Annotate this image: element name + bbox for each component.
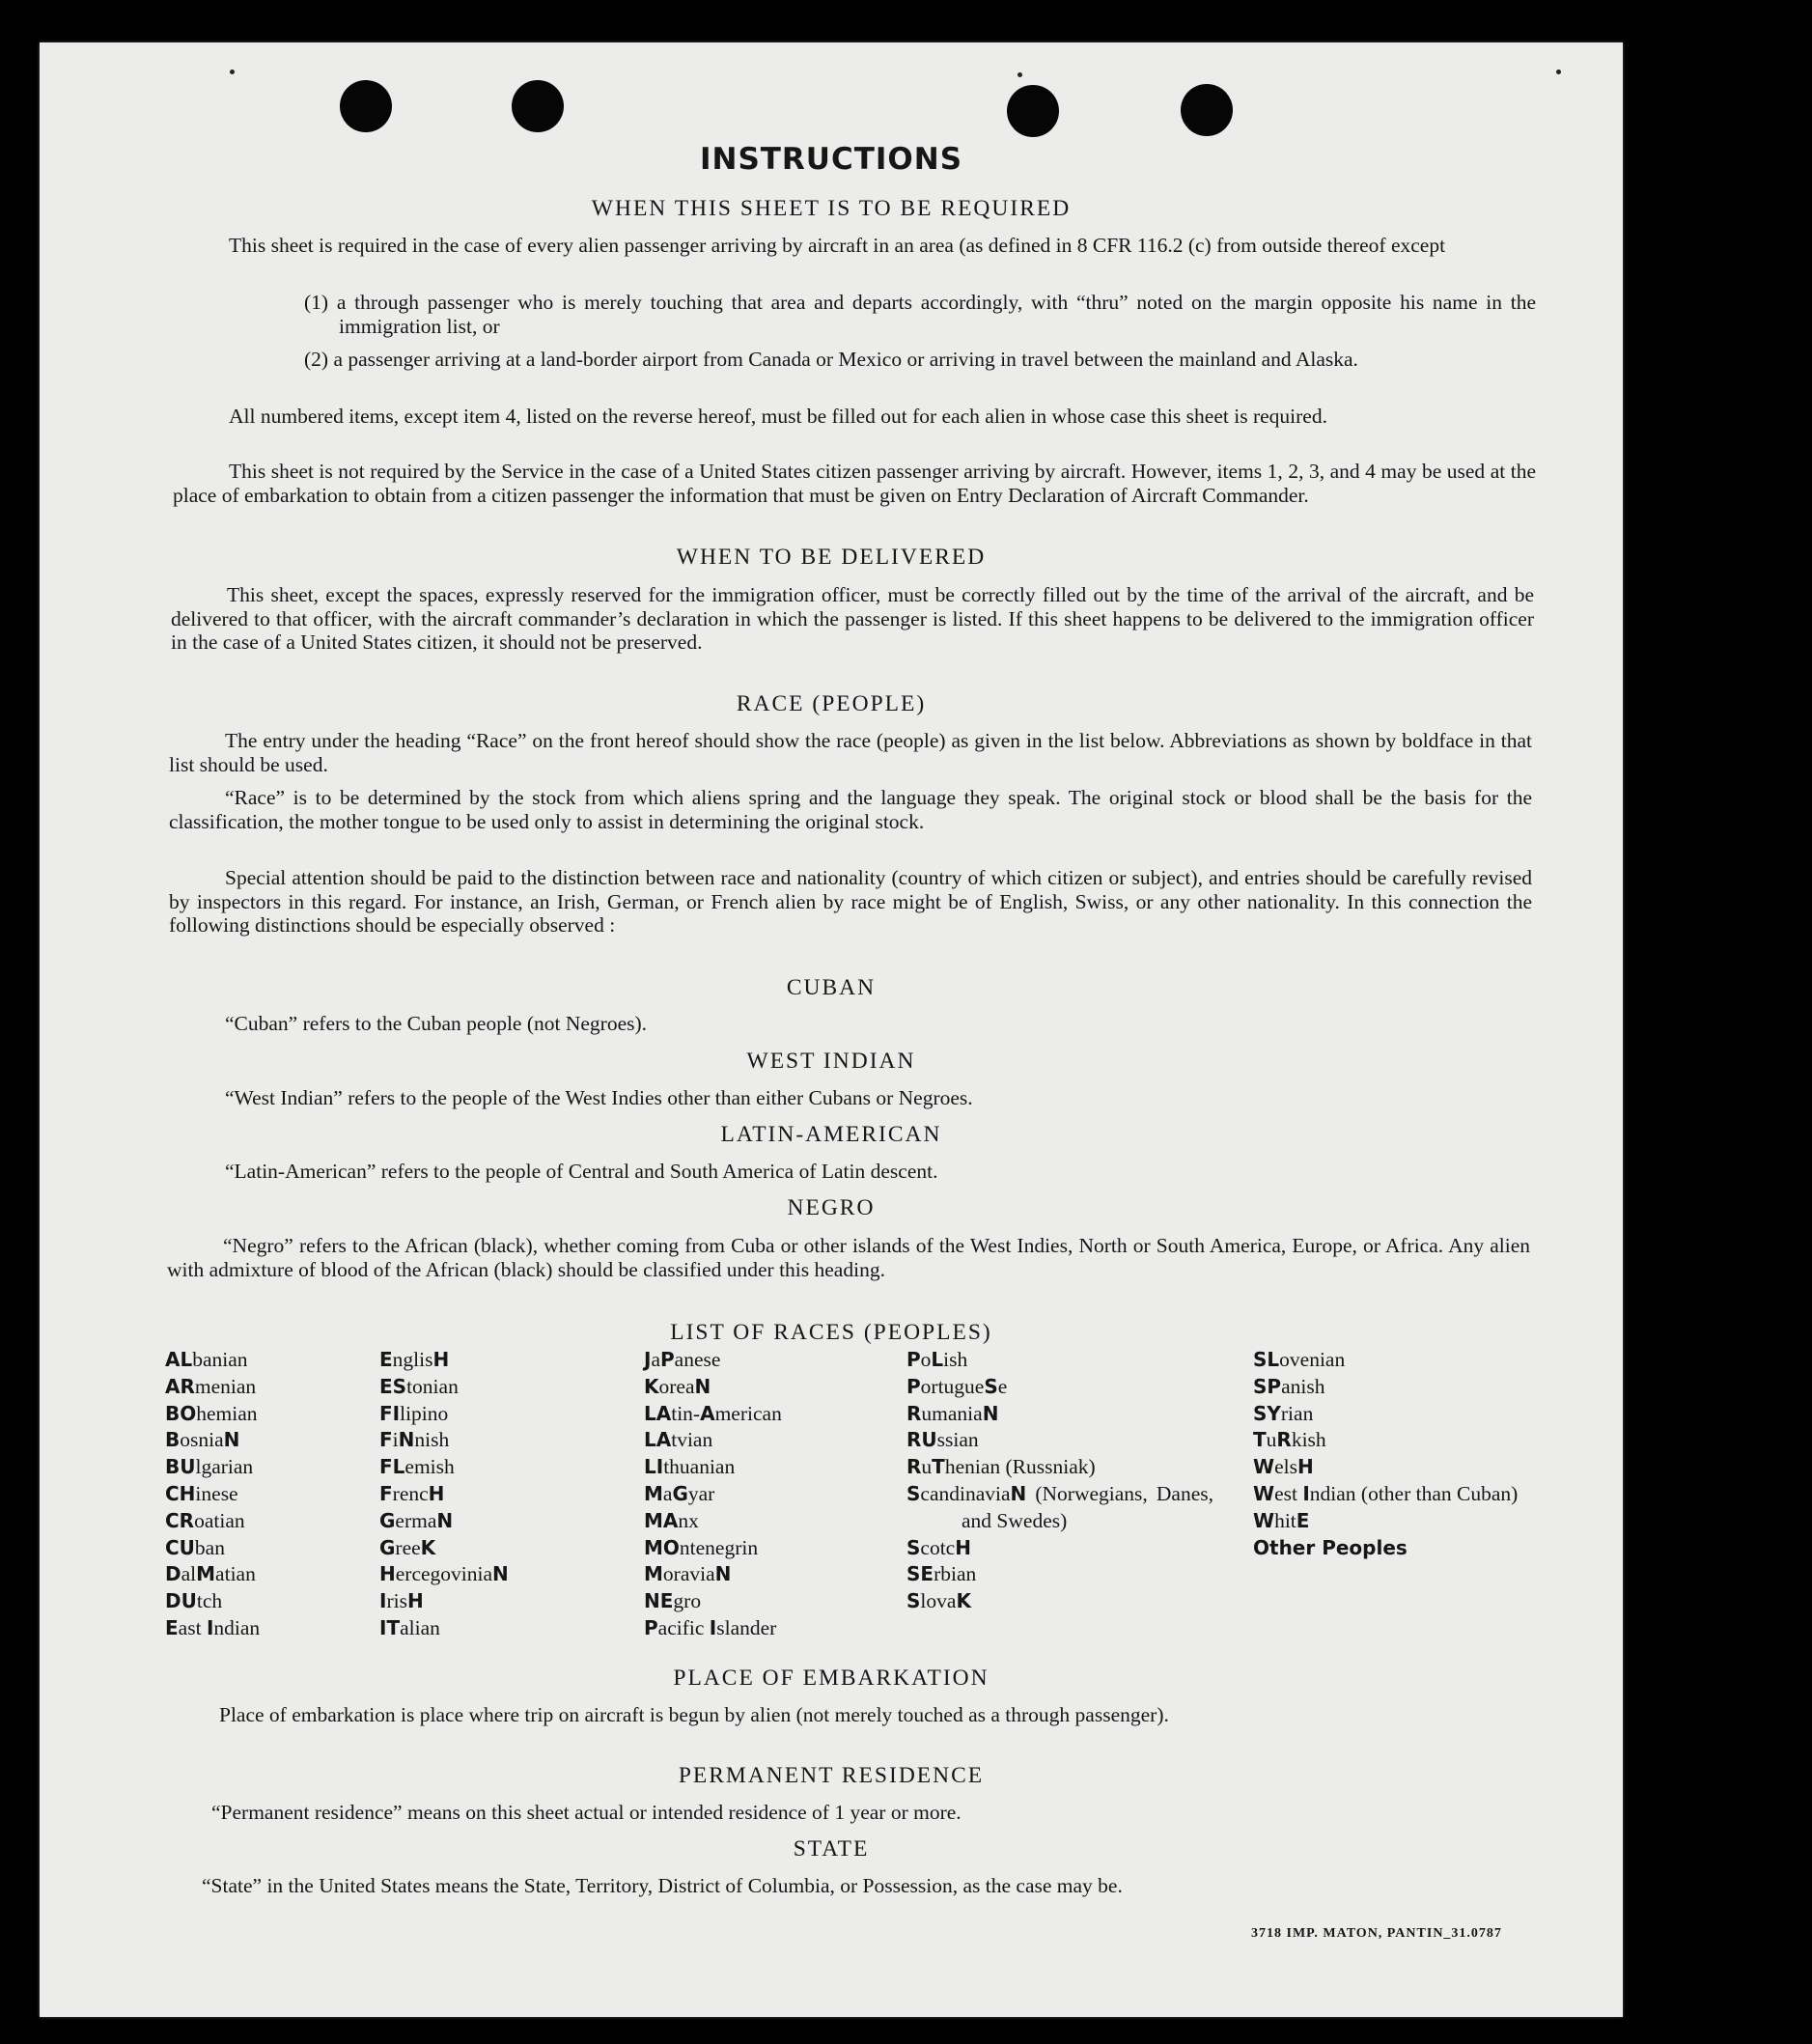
race-item: TuRkish — [1253, 1428, 1326, 1452]
race-item: ITalian — [379, 1615, 440, 1639]
race-item: BosniaN — [165, 1428, 240, 1452]
race-item: GermaN — [379, 1508, 454, 1532]
speck — [1018, 72, 1022, 77]
race-item: PoLish — [906, 1348, 968, 1371]
paragraph-intro: This sheet is required in the case of every alien passenger arriving by aircraft in an area (as defined in 8 CFR 116.2 (c) from outside thereof except — [229, 234, 1446, 257]
race-item: EStonian — [379, 1374, 459, 1398]
race-item: RumaniaN — [906, 1401, 999, 1425]
heading-race: RACE (PEOPLE) — [736, 691, 927, 716]
heading-state: STATE — [793, 1836, 870, 1862]
heading-west-indian: WEST INDIAN — [746, 1049, 916, 1074]
race-item: ALbanian — [165, 1348, 248, 1371]
paragraph-embarkation: Place of embarkation is place where trip on aircraft is begun by alien (not merely touched as a through passenger). — [219, 1703, 1169, 1726]
race-item: Other Peoples — [1253, 1535, 1408, 1559]
paragraph-citizen: This sheet is not required by the Service in the case of a United States citizen passenger arriving by aircraft. However, items 1, 2, 3, and 4 may be used at the place of embarkation to obtain from a citizen passenger the information that must be given on Entry Declaration of Aircraft Commander. — [173, 460, 1536, 507]
race-item: LIthuanian — [644, 1455, 736, 1479]
race-item: WhitE — [1253, 1508, 1310, 1532]
race-item: Pacific Islander — [644, 1615, 777, 1639]
race-item: HercegoviniaN — [379, 1562, 509, 1586]
race-item: FLemish — [379, 1455, 455, 1479]
race-item: FrencH — [379, 1481, 445, 1505]
race-item: SPanish — [1253, 1374, 1325, 1398]
punch-hole — [340, 80, 392, 132]
race-item: LAtin-American — [644, 1401, 782, 1425]
heading-latin-american: LATIN-AMERICAN — [720, 1122, 942, 1147]
races-column-5 — [1253, 1347, 1533, 1561]
punch-hole — [1007, 85, 1059, 137]
list-item-1: (1) a through passenger who is merely touching that area and departs accordingly, with “thru” noted on the margin opposite his name in the immigration list, or — [304, 291, 1536, 338]
list-item-2: (2) a passenger arriving at a land-border airport from Canada or Mexico or arriving in travel between the mainland and Alaska. — [304, 348, 1358, 371]
race-item: BUlgarian — [165, 1455, 254, 1479]
paragraph-race-1: The entry under the heading “Race” on the front hereof should show the race (people) as given in the list below. Abbreviations as shown by boldface in that list should be used. — [169, 729, 1532, 776]
race-item: FIlipino — [379, 1401, 449, 1425]
paragraph-latin-american: “Latin-American” refers to the people of Central and South America of Latin descent. — [225, 1160, 938, 1183]
print-code: 3718 IMP. MATON, PANTIN_31.0787 — [1251, 1926, 1502, 1941]
speck — [230, 70, 235, 74]
race-item: CHinese — [165, 1481, 238, 1505]
race-item: EnglisH — [379, 1348, 450, 1371]
race-item: SYrian — [1253, 1401, 1314, 1425]
paragraph-state: “State” in the United States means the State, Territory, District of Columbia, or Possession, as the case may be. — [202, 1874, 1123, 1897]
race-item: IrisH — [379, 1589, 424, 1613]
paragraph-west-indian: “West Indian” refers to the people of the West Indies other than either Cubans or Negroes. — [225, 1086, 973, 1109]
race-item: ScandinaviaN (Norwegians, Danes, and Swedes) — [906, 1481, 1213, 1532]
document-page — [40, 42, 1623, 2017]
heading-embarkation: PLACE OF EMBARKATION — [673, 1666, 990, 1691]
race-item: RUssian — [906, 1428, 979, 1452]
race-item: DalMatian — [165, 1562, 256, 1586]
race-item: MAnx — [644, 1508, 699, 1532]
race-item: CRoatian — [165, 1508, 245, 1532]
heading-when-required: WHEN THIS SHEET IS TO BE REQUIRED — [591, 196, 1072, 221]
race-item: FiNnish — [379, 1428, 450, 1452]
races-column-3 — [644, 1347, 895, 1642]
race-item: PortugueSe — [906, 1374, 1008, 1398]
heading-negro: NEGRO — [787, 1195, 876, 1220]
race-item: CUban — [165, 1535, 225, 1559]
punch-hole — [1181, 84, 1233, 136]
race-item: MaGyar — [644, 1481, 715, 1505]
race-item: NEgro — [644, 1589, 702, 1613]
heading-when-delivered: WHEN TO BE DELIVERED — [676, 545, 987, 570]
heading-races-list: LIST OF RACES (PEOPLES) — [670, 1320, 992, 1345]
race-item: MOntenegrin — [644, 1535, 759, 1559]
races-column-2 — [379, 1347, 621, 1642]
heading-residence: PERMANENT RESIDENCE — [678, 1763, 985, 1788]
races-column-1 — [165, 1347, 368, 1642]
race-item: BOhemian — [165, 1401, 258, 1425]
race-item: ARmenian — [165, 1374, 257, 1398]
race-item: SErbian — [906, 1562, 977, 1586]
speck — [1556, 70, 1561, 74]
races-column-4 — [906, 1347, 1213, 1615]
paragraph-race-2: “Race” is to be determined by the stock from which aliens spring and the language they speak. The original stock or blood shall be the basis for the classification, the mother tongue to be used only to assist in determining the original stock. — [169, 786, 1532, 833]
page-title: INSTRUCTIONS — [699, 142, 963, 177]
race-item: JaPanese — [644, 1348, 721, 1371]
race-item: ScotcH — [906, 1535, 971, 1559]
paragraph-residence: “Permanent residence” means on this sheet actual or intended residence of 1 year or more. — [211, 1801, 962, 1824]
race-item: SLovenian — [1253, 1348, 1346, 1371]
race-item: DUtch — [165, 1589, 223, 1613]
race-item: LAtvian — [644, 1428, 713, 1452]
race-item: WelsH — [1253, 1455, 1314, 1479]
punch-hole — [512, 80, 564, 132]
race-item: West Indian (other than Cuban) — [1253, 1481, 1519, 1505]
race-item: MoraviaN — [644, 1562, 732, 1586]
race-item: East Indian — [165, 1615, 261, 1639]
paragraph-negro: “Negro” refers to the African (black), whether coming from Cuba or other islands of the West Indies, North or South America, Europe, or Africa. Any alien with admixture of blood of the African (black) should be classified under this heading. — [167, 1234, 1530, 1281]
paragraph-delivered: This sheet, except the spaces, expressly reserved for the immigration officer, must be correctly filled out by the time of the arrival of the aircraft, and be delivered to that officer, with the aircraft commander’s declaration in which the passenger is listed. If this sheet happens to be delivered to the immigration officer in the case of a United States citizen, it should not be preserved. — [171, 583, 1534, 654]
heading-cuban: CUBAN — [786, 975, 877, 1000]
race-item: GreeK — [379, 1535, 436, 1559]
paragraph-cuban: “Cuban” refers to the Cuban people (not Negroes). — [225, 1012, 648, 1035]
paragraph-numbered-items: All numbered items, except item 4, listed on the reverse hereof, must be filled out for each alien in whose case this sheet is required. — [229, 405, 1327, 428]
race-item: RuThenian (Russniak) — [906, 1455, 1096, 1479]
race-item: KoreaN — [644, 1374, 711, 1398]
race-item: SlovaK — [906, 1589, 971, 1613]
paragraph-race-3: Special attention should be paid to the distinction between race and nationality (country of which citizen or subject), and entries should be carefully revised by inspectors in this regard. For instance, an Irish, German, or French alien by race might be of English, Swiss, or any other nationality. In this connection the following distinctions should be especially observed : — [169, 866, 1532, 937]
